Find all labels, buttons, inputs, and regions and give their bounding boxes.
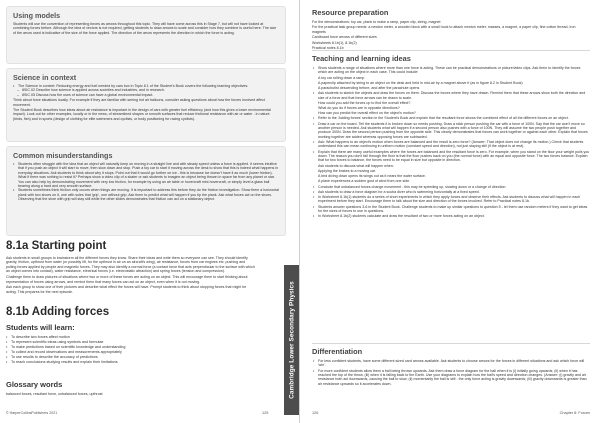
science-in-context-text: The Student Book describes how ideas about air resistance is important in the design of cars with greater fuel efficiency (and how this gives a lower environmental impact). Look out for other examples, locally or in the news, of streamlined shapes or smooth surfaces that reduce frictional resistance with air or water - in nature (birds, fish) and in sports (design of clothing for elite swimmers and cyclists, or body positioning for racing cyclists).	[13, 108, 271, 121]
misunderstandings-list	[13, 162, 279, 202]
list-item: • Ask students to draw a force diagram for a scuba diver who is swimming horizontally at a fixed speed.	[312, 190, 590, 194]
learning-objectives-list	[6, 335, 246, 366]
list-item: • Students often struggle with the idea that an object will naturally keep on moving in a straight line and with steady speed unless a force is applied. It seems intuitive that if you push an object it will start to move, then slow down and stop. Push a toy car to start it moving across the desk to show that this is indeed what happens in everyday situations. Ask students to think about why it stops. Point out that it would go further on ice - this is because ice doesn't have it as much (lower friction). What if there was nothing to resist it? Perhaps show a video clip of a skater or ask students to imagine an object being thrown in space far from any planet or star. You can also help by demonstrating movement with very low friction, for example by using an air table or hovercraft mini-hovercraft, or simply level a glass ball bearing along a hard and very smooth surface.	[13, 162, 279, 188]
paragraph: Ask students in small groups to brainstorm all the different forces they know. Share their ideas and write them so everyone can see. They should identify gravity, friction, upthrust from water (or possibly lift, for the upthrust in air on an aircraft's wing), air resistance, forces from car engines etc. pushing and pulling forces applied by people and magnetic forces. They may also identify a normal force (a contact force that acts perpendicular to the surface with which an object comes into contact), water resistance, electrical forces (i.e. electrostatic attraction) and spring forces (tension and compression).	[6, 256, 255, 274]
list-item: • For less confident students, have some different sized card arrows available. Ask students to choose arrows for the forces in different situations and ask which force will 'win'.	[312, 359, 590, 368]
divider	[312, 50, 590, 51]
differentiation-list	[312, 359, 590, 387]
right-page	[300, 0, 600, 423]
using-models-text: Students will use the convention of representing forces as arrows throughout this topic. They will have come across this in Stage 7, but will not have looked at combining forces before. Although the idea of vectors is not required, getting students to draw arrows to scale and consider how they combine is useful here. The size of the arrow used is indicative of the size of the force applied. The direction of the arrow represents the direction in which the force is acting.	[13, 22, 277, 35]
list-item: – 8SIC.02 Describe how science is applied across societies and industries, and in research.	[13, 88, 279, 92]
list-item: • Draw a car on the board. Tell the students it is broken down so needs pushing. Draw a stick person pushing the car with a force of 100N. Say that the car won't move so another person is needed. Ask students what will happen if a second person also pushes with a force of 100N. They will assume the two people push together and produce 300N. Draw the second person pushing from the opposite side. This clearly demonstrates that forces can work together or against each other. Explain that forces working together are added whereas opposing forces are subtracted.	[312, 122, 590, 140]
page-number-left: 125	[262, 411, 269, 415]
list-item: • Conclude that unbalanced forces change movement - this may be speeding up, slowing down or a change of direction.	[312, 185, 590, 189]
list-item: • To make predictions based on scientific knowledge and understanding	[6, 345, 246, 350]
resource-preparation-text	[312, 20, 590, 51]
list-item: – 8SIC.05 Discuss how the uses of science can have a global environmental impact.	[13, 93, 279, 97]
science-in-context-text: Think about force situations locally. For example if they are familiar with seeing hot air balloons, consider asking questions about how the forces involved affect movement.	[13, 98, 265, 107]
chapter-footer: Chapter 8: Forces	[559, 411, 590, 415]
paragraph: Challenge them to draw pictures of situations where two or more of these forces are acting on an object. This will encourage them to start thinking about representation of forces using arrows, and remind them that many forces can act on an object, even when it is not moving.	[6, 275, 248, 284]
list-item: • To collect and record observations and measurements appropriately	[6, 350, 246, 355]
teaching-heading: Teaching and learning ideas	[312, 54, 411, 63]
misunderstandings-title: Common misunderstandings	[13, 151, 113, 160]
misunderstandings-box	[6, 146, 286, 236]
page-number-right: 126	[312, 411, 319, 415]
glossary-heading: Glossary words	[6, 380, 63, 389]
starting-point-text	[6, 256, 256, 296]
list-item: • Ask students to sketch the objects and draw the forces on them. Discuss the forces where they have drawn. Remind them that these arrows show both the direction and size of a force and that force arrows can be drawn to scale.	[312, 91, 590, 100]
science-in-context-title: Science in context	[13, 73, 77, 82]
paragraph: Worksheets 8.1b(1), 8.1b(2)	[312, 40, 357, 45]
list-item: • In Worksheet 8.1b(2) students calculate and draw the resultant of two or more forces acting on an object.	[312, 214, 590, 218]
list-item: Ask students to discuss what will happen when:	[318, 163, 394, 168]
list-item: How can you predict the overall effect on the object's motion?	[318, 111, 416, 116]
science-in-context-box	[6, 68, 286, 142]
list-item: • Students answer questions 3-6 in the Student Book. Challenge students to make up similar questions to question 5 - let them use random meters if they want to get ideas for the sizes of forces to use in questions.	[312, 205, 590, 214]
list-item: • For more confident students allow them a ball being thrown upwards. Ask them draw a force diagram for the ball when it is (i) initially going upwards, (ii) when it has reached the top of the throw, (iii) when it is falling back to the Earth. Use your diagrams to explain how the ball's speed and direction changes. (Answer: (i) gravity and air resistance both act downwards, causing the ball to slow; (ii) momentarily the ball is still - the only force acting is gravity downwards; (iii) gravity downwards is greater than air resistance upwards so it accelerates down.	[312, 369, 590, 387]
list-item: A paperclip attached by string to an object on the desk and held in mid-air by a magnet above it (as in figure 8.2 in Student Book)	[318, 80, 523, 85]
glossary-text: balanced forces, resultant force, unbalanced forces, upthrust	[6, 392, 103, 396]
list-item: • The Science in context: Reducing energy and fuel needed by cars box in Topic 8.1 of the Student's Book covers the following learning objectives:	[13, 84, 279, 88]
side-tab	[284, 265, 299, 415]
paragraph: Ask each group to show one of their pictures and describe what effect the forces will have. Prompt students to think about stopping forces that might be acting. This prepares for the next episode.	[6, 285, 247, 294]
list-item: A toy car rolling down a ramp	[318, 75, 365, 80]
list-item: • Students sometimes think friction only occurs when things are moving. It is important to address this before they do the friction investigation. Show them a horizontal plank with two shoes on it, one with soles that 'grip', one without grip. Ask them to predict what will happen if you tip the plank. Ask what forces act on the shoes. Observing that the shoe with grip will stay still while the other slides demonstrates that friction can act on a stationary object.	[13, 188, 279, 201]
list-item: How could you add the forces up to find the overall effect?	[318, 100, 411, 105]
list-item: • Refer to the 'Adding forces' section in the Student's Book and explain that the resultant force shows the combined effect of all the different forces on an object.	[312, 116, 590, 120]
resource-preparation-heading: Resource preparation	[312, 8, 389, 17]
list-item: • Show students a range of situations where more than one force is acting. These can be practical demonstrations or picture/video clips. Ask them to identify the forces which are acting on the object in each case. This could include:	[312, 66, 590, 75]
paragraph: Practical notes 8.1b	[312, 46, 344, 51]
list-item: A bird diving down opens its wings out as it nears the water surface.	[318, 174, 426, 179]
using-models-title: Using models	[13, 11, 61, 20]
teaching-list	[312, 66, 590, 219]
copyright-footer: © HarperCollinsPublishers 2021	[6, 411, 58, 415]
side-tab-label: Cambridge Lower Secondary Physics	[288, 281, 295, 399]
starting-point-heading: 8.1a Starting point	[6, 240, 107, 252]
list-item: A plane experiences a sudden gust of wind from one side.	[318, 179, 411, 184]
paragraph: For the demonstrations: toy car, plank to make a ramp, paper clip, string, magnet	[312, 20, 441, 24]
adding-forces-heading: 8.1b Adding forces	[6, 306, 110, 318]
list-item: • To represent scientific ideas using symbols and formulae	[6, 340, 246, 345]
paragraph: Cardboard force arrows of different sizes	[312, 35, 377, 40]
list-item: • To reach conclusions studying results and explain their limitations	[6, 360, 246, 365]
paragraph: For the practical task group needs: a newton meter, a wooden block with a small hook to attach newton meter, masses, a magnet, a paper clip, fine cotton thread, iron magnets	[312, 25, 576, 34]
list-item: • Ask: What happens to an object's motion when forces are balanced and the result is zero force? (Answer: That object does not change its motion.) Check that students understand this can mean continuing in uniform motion (constant speed and direction), not just staying still (if the object is at rest).	[312, 140, 590, 149]
list-item: • To use results to describe the accuracy of predictions	[6, 355, 246, 360]
list-item: A parachutist descending before, and after the parachute opens	[318, 86, 420, 91]
using-models-box	[6, 6, 286, 64]
list-item: • Explain that there are many useful examples where the forces are balanced and the resultant force is zero. For example, when you stand on the floor your weight pulls you down. The reason you don't fall through the floor is that the floor pushes back on you (the normal force) with an equal and opposite force. The two forces balance. Explain that for two forces to balance, the forces need to be equal in size but opposite in direction.	[312, 150, 590, 163]
differentiation-heading: Differentiation	[312, 347, 363, 356]
students-will-learn-heading: Students will learn:	[6, 323, 75, 332]
list-item: Applying the brakes to a moving car.	[318, 168, 376, 173]
list-item: • In Worksheet 8.1b(1) students do a series of short experiments in which they apply forces and observe their effects. Ask students to discuss what will happen in each experiment before they start. Encourage them to talk about the size and direction of the forces involved. Refer to Practical notes 8.1b.	[312, 195, 590, 204]
divider	[312, 343, 590, 344]
science-in-context-list	[13, 84, 279, 97]
list-item: What do you do if forces are in opposite directions?	[318, 106, 400, 111]
list-item: • To describe two forces affect motion	[6, 335, 246, 340]
